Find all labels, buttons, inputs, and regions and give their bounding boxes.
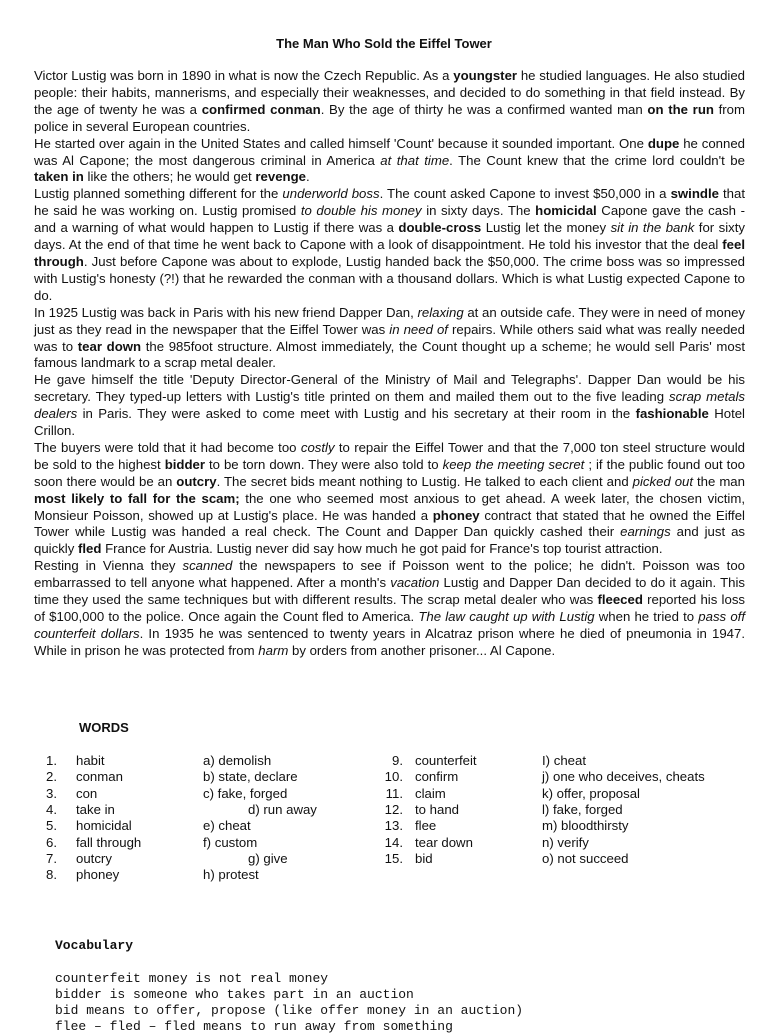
bold-term: double-cross — [398, 220, 482, 236]
word-definition: d) run away — [248, 801, 317, 817]
word-row — [0, 802, 768, 818]
italic-phrase: pass off counterfeit dollars — [34, 609, 745, 641]
word-definition: j) one who deceives, cheats — [542, 769, 705, 785]
word-term: homicidal — [76, 818, 132, 834]
word-term: flee — [415, 818, 437, 834]
word-number: 15. — [384, 850, 403, 866]
text-run: like the others; he would get — [83, 169, 256, 185]
text-run: at an outside cafe. They were in need of money just as they read in the newspaper that the Eiffel Tower was — [34, 304, 745, 337]
italic-phrase: picked out — [632, 473, 694, 489]
italic-phrase: keep the meeting secret — [442, 456, 585, 472]
word-number: 2. — [46, 769, 57, 785]
italic-phrase: scrap metals dealers — [34, 389, 745, 422]
italic-phrase: relaxing — [417, 304, 464, 320]
italic-phrase: harm — [258, 642, 289, 658]
word-term: conman — [76, 769, 123, 785]
text-run: the one who seemed most anxious to get ahead. A week later, the chosen victim, Monsieur Poisson, showed up at Lustig's place. He was handed a — [34, 490, 745, 523]
text-run: from police in several European countries. — [34, 101, 745, 134]
text-run: by orders from another prisoner... Al Capone. — [288, 642, 556, 658]
word-number: 1. — [46, 753, 57, 768]
word-term: tear down — [415, 834, 473, 850]
italic-phrase: in need of — [389, 321, 448, 337]
word-number: 3. — [46, 785, 57, 801]
bold-term: dupe — [647, 135, 680, 151]
vocabulary-line: counterfeit money is not real money — [55, 970, 329, 986]
bold-term: swindle — [670, 186, 719, 202]
text-run: ; if the public found out too soon there would be an — [34, 456, 745, 489]
word-definition: f) custom — [203, 834, 258, 850]
italic-phrase: costly — [300, 439, 335, 455]
word-term: take in — [76, 801, 115, 817]
word-number: 7. — [46, 850, 57, 866]
text-run: . By the age of thirty he was a confirmed wanted man — [320, 101, 648, 117]
word-row — [0, 769, 768, 785]
word-number: 4. — [46, 801, 57, 817]
italic-phrase: earnings — [620, 524, 671, 540]
word-number: 8. — [46, 867, 57, 883]
bold-term: bidder — [164, 456, 205, 472]
bold-term: youngster — [453, 68, 518, 83]
bold-term: fashionable — [635, 406, 709, 422]
story-paragraph — [34, 440, 745, 558]
word-row — [0, 835, 768, 851]
word-definition: l) fake, forged — [542, 801, 623, 817]
word-number: 13. — [384, 818, 403, 834]
text-run: In 1925 Lustig was back in Paris with his new friend Dapper Dan, — [34, 304, 418, 320]
text-run: repairs. While others said what was really needed was to — [34, 321, 745, 354]
text-run: Capone gave the cash - and a warning of what would happen to Lustig if there was a — [34, 203, 745, 236]
word-term: habit — [76, 753, 105, 768]
text-run: . — [305, 169, 310, 185]
word-row — [0, 867, 768, 883]
words-list — [0, 753, 768, 893]
italic-phrase: at that time — [380, 152, 450, 168]
word-number: 10. — [384, 769, 403, 785]
word-number: 11. — [385, 785, 403, 801]
text-run: Resting in Vienna they — [34, 558, 183, 574]
text-run: the 985foot structure. Almost immediately, the Count thought up a scheme; he would sell Paris' most famous landmark to a scrap metal dealer. — [34, 338, 745, 371]
vocabulary-line: bid means to offer, propose (like offer money in an auction) — [55, 1003, 524, 1019]
bold-term: on the run — [647, 101, 714, 117]
text-run: . In 1935 he was sentenced to twenty years in Alcatraz prison where he died of pneumonia in 1947. While in prison he was protected from — [34, 625, 745, 658]
word-term: bid — [415, 850, 433, 866]
word-number: 6. — [46, 834, 57, 850]
bold-term: feel through — [34, 237, 745, 269]
vocabulary-line: flee – fled – fled means to run away from something — [55, 1019, 453, 1035]
bold-term: outcry — [176, 473, 217, 489]
text-run: the newspapers to see if Poisson went to the police; he didn't. Poisson was too embarrassed to tell anyone what happened. After a month's — [34, 558, 745, 591]
text-run: . Just before Capone was about to explode, Lustig handed back the $50,000. The crime boss was so impressed with Lustig's honesty (?!) that he rewarded the conman with a thousand dollars. Which is what Lustig expected Capone to do. — [34, 253, 745, 303]
story-text — [34, 68, 745, 660]
word-definition: g) give — [248, 850, 288, 866]
bold-term: confirmed conman — [201, 101, 321, 117]
words-heading: WORDS — [79, 720, 129, 735]
word-definition: I) cheat — [542, 753, 586, 768]
italic-phrase: underworld boss — [282, 186, 380, 202]
bold-term: fleeced — [597, 592, 643, 608]
word-term: phoney — [76, 867, 120, 883]
bold-term: tear down — [77, 338, 142, 354]
page-title: The Man Who Sold the Eiffel Tower — [276, 36, 492, 51]
story-paragraph — [34, 558, 745, 659]
text-run: in Paris. They were asked to come meet with Lustig and his secretary at their room in the — [77, 406, 636, 422]
text-run: France for Austria. Lustig never did say how much he got paid for France's top tourist attraction. — [101, 541, 663, 557]
vocabulary-title: Vocabulary — [55, 938, 134, 954]
word-row — [0, 786, 768, 802]
word-row — [0, 818, 768, 834]
italic-phrase: to double his money — [300, 203, 422, 219]
text-run: . The Count knew that the crime lord couldn't be — [449, 152, 745, 168]
text-run: for sixty days. At the end of that time he went back to Capone with a look of disappointment. He told his investor that the deal — [34, 220, 746, 253]
bold-term: most likely to fall for the scam; — [34, 490, 240, 506]
text-run: Hotel Crillon. — [34, 406, 745, 439]
word-definition: k) offer, proposal — [542, 785, 640, 801]
italic-phrase: vacation — [390, 575, 440, 591]
word-term: con — [76, 785, 98, 801]
story-paragraph — [34, 68, 745, 136]
word-term: to hand — [415, 801, 459, 817]
story-paragraph — [34, 305, 745, 373]
word-number: 9. — [392, 753, 403, 768]
text-run: he studied languages. He also studied people: their habits, mannerisms, and especially their weaknesses, and decided to do something in that field instead. By the age of twenty he was a — [34, 68, 746, 117]
story-paragraph — [34, 372, 745, 440]
word-number: 5. — [46, 818, 57, 834]
word-definition: b) state, declare — [203, 769, 298, 785]
vocabulary-box — [55, 906, 523, 1036]
text-run: to repair the Eiffel Tower and that the 7,000 ton steel structure would be sold to the highest — [34, 439, 746, 472]
text-run: The buyers were told that it had become too — [34, 439, 301, 455]
bold-term: phoney — [432, 507, 480, 523]
word-definition: a) demolish — [203, 753, 272, 768]
text-run: . The secret bids meant nothing to Lustig. He talked to each client and — [216, 473, 633, 489]
italic-phrase: The law caught up with Lustig — [418, 609, 595, 624]
word-definition: e) cheat — [203, 818, 251, 834]
text-run: that he said he was working on. Lustig promised — [34, 186, 745, 219]
word-term: counterfeit — [415, 753, 477, 768]
text-run: in sixty days. The — [421, 203, 536, 219]
text-run: He gave himself the title 'Deputy Director-General of the Ministry of Mail and Telegraphs'. Dapper Dan would be his secretary. They typed-up letters with Lustig's title printed on them and mailed them out to the five leading — [34, 372, 745, 405]
story-paragraph — [34, 136, 745, 187]
word-term: outcry — [76, 850, 112, 866]
text-run: to be torn down. They were also told to — [204, 456, 443, 472]
bold-term: fled — [77, 541, 102, 557]
word-definition: h) protest — [203, 867, 259, 883]
text-run: Lustig let the money — [481, 220, 611, 236]
text-run: and just as quickly — [34, 524, 746, 557]
text-run: reported his loss of $100,000 to the police. Once again the Count fled to America. — [34, 592, 746, 624]
word-term: claim — [415, 785, 446, 801]
bold-term: revenge — [255, 169, 306, 185]
bold-term: homicidal — [535, 203, 597, 219]
word-term: fall through — [76, 834, 142, 850]
text-run: the man — [693, 473, 745, 489]
word-definition: o) not succeed — [542, 850, 629, 866]
text-run: Lustig and Dapper Dan decided to do it again. This time they used the same techniques but with different results. The scrap metal dealer who was — [34, 575, 745, 608]
text-run: . The count asked Capone to invest $50,000 in a — [379, 186, 671, 202]
italic-phrase: scanned — [182, 558, 233, 574]
text-run: Lustig planned something different for the — [34, 186, 283, 202]
word-row — [0, 753, 768, 769]
vocabulary-line: bidder is someone who takes part in an auction — [55, 987, 414, 1003]
word-definition: n) verify — [542, 834, 589, 850]
word-definition: m) bloodthirsty — [542, 818, 629, 834]
word-definition: c) fake, forged — [203, 785, 288, 801]
story-paragraph — [34, 186, 745, 304]
word-row — [0, 851, 768, 867]
italic-phrase: sit in the bank — [610, 220, 695, 236]
word-term: confirm — [415, 769, 459, 785]
text-run: Victor Lustig was born in 1890 in what is now the Czech Republic. As a — [34, 68, 454, 83]
text-run: contract that stated that he owned the Eiffel Tower while Lustig was handed a real check. The Count and Dapper Dan quickly cashed their — [34, 507, 745, 540]
word-number: 12. — [384, 801, 403, 817]
text-run: when he tried to — [594, 609, 699, 624]
text-run: he conned was Al Capone; the most dangerous criminal in America — [34, 135, 745, 168]
text-run: He started over again in the United States and called himself 'Count' because it sounded important. One — [34, 135, 648, 151]
word-number: 14. — [384, 834, 403, 850]
bold-term: taken in — [34, 169, 84, 185]
